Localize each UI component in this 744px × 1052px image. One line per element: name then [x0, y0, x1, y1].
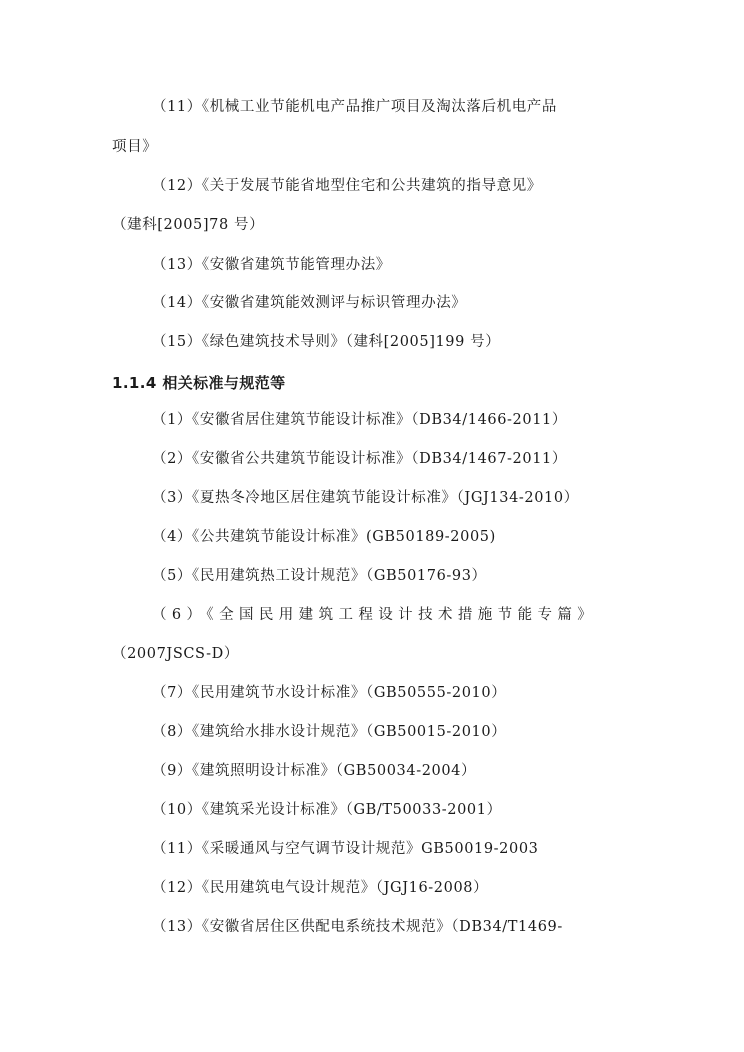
list-item-b10: （10）《建筑采光设计标准》（GB/T50033-2001） — [152, 802, 502, 818]
section-heading: 1.1.4 相关标准与规范等 — [112, 374, 286, 392]
list-item-b9: （9）《建筑照明设计标准》（GB50034-2004） — [152, 763, 477, 779]
list-item-b1: （1）《安徽省居住建筑节能设计标准》（DB34/1466-2011） — [152, 412, 567, 428]
list-item-b11: （11）《采暖通风与空气调节设计规范》GB50019-2003 — [152, 841, 539, 857]
list-item-b8: （8）《建筑给水排水设计规范》（GB50015-2010） — [152, 724, 507, 740]
list-item-a14: （14）《安徽省建筑能效测评与标识管理办法》 — [152, 295, 467, 311]
list-item-a11-line1: （11）《机械工业节能机电产品推广项目及淘汰落后机电产品 — [152, 99, 557, 115]
list-item-b3: （3）《夏热冬冷地区居住建筑节能设计标准》（JGJ134-2010） — [152, 490, 579, 506]
list-item-b7: （7）《民用建筑节水设计标准》（GB50555-2010） — [152, 685, 507, 701]
list-item-b2: （2）《安徽省公共建筑节能设计标准》（DB34/1467-2011） — [152, 451, 567, 467]
list-item-a11-line2: 项目》 — [112, 139, 158, 155]
list-item-b13: （13）《安徽省居住区供配电系统技术规范》（DB34/T1469- — [152, 919, 563, 935]
list-item-b5: （5）《民用建筑热工设计规范》（GB50176-93） — [152, 568, 487, 584]
list-item-b12: （12）《民用建筑电气设计规范》（JGJ16-2008） — [152, 880, 489, 896]
list-item-b4: （4）《公共建筑节能设计标准》(GB50189-2005) — [152, 529, 496, 545]
list-item-a13: （13）《安徽省建筑节能管理办法》 — [152, 257, 391, 273]
list-item-b6-line2: （2007JSCS-D） — [112, 646, 239, 662]
list-item-b6-line1: （6）《全国民用建筑工程设计技术措施节能专篇》 — [152, 607, 598, 623]
list-item-a12-line2: （建科[2005]78 号） — [112, 217, 265, 233]
list-item-a15: （15）《绿色建筑技术导则》（建科[2005]199 号） — [152, 334, 501, 350]
list-item-a12-line1: （12）《关于发展节能省地型住宅和公共建筑的指导意见》 — [152, 178, 542, 194]
